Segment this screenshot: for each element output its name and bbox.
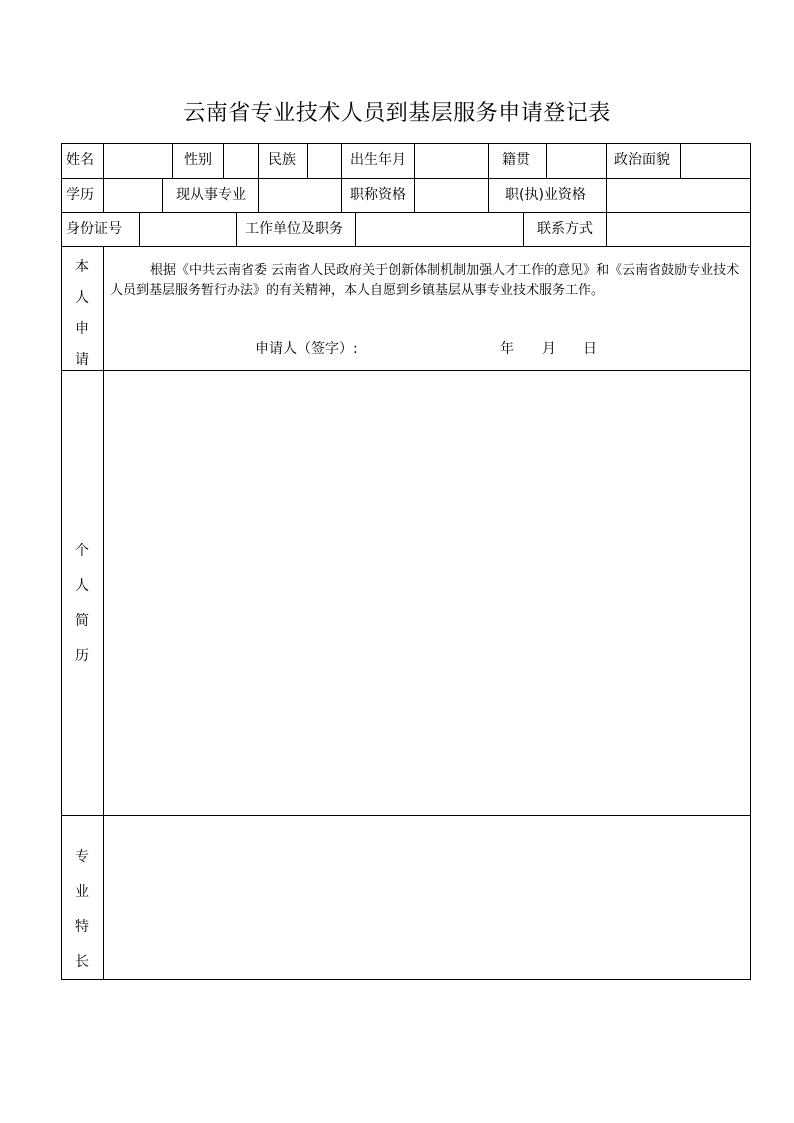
- application-section-label: [72, 256, 92, 380]
- vocational-qualification-field[interactable]: [607, 179, 750, 211]
- birth-date-field[interactable]: [415, 144, 487, 177]
- label-char: 人: [75, 578, 89, 594]
- political-status-label: 政治面貌: [614, 152, 670, 168]
- applicant-signature-field[interactable]: [365, 336, 485, 356]
- specialty-section-label: [72, 846, 92, 986]
- date-month-label: 月: [542, 341, 556, 357]
- label-char: 业: [75, 884, 89, 900]
- specialty-field[interactable]: [104, 816, 750, 979]
- employer-position-field[interactable]: [356, 213, 522, 245]
- col-divider: [162, 178, 163, 212]
- name-field[interactable]: [104, 144, 171, 177]
- label-char: 申: [75, 321, 89, 337]
- label-char: 专: [75, 849, 89, 865]
- col-divider: [341, 143, 342, 178]
- col-divider: [523, 212, 524, 246]
- form-title: 云南省专业技术人员到基层服务申请登记表: [183, 101, 611, 126]
- id-number-label: 身份证号: [66, 221, 122, 237]
- resume-field[interactable]: [104, 371, 750, 814]
- col-divider: [488, 143, 489, 178]
- col-divider: [172, 143, 173, 178]
- col-divider: [488, 178, 489, 212]
- col-divider: [341, 178, 342, 212]
- contact-field[interactable]: [607, 213, 750, 245]
- label-char: 简: [75, 613, 89, 629]
- native-place-field[interactable]: [547, 144, 605, 177]
- resume-section-label: [72, 540, 92, 680]
- education-label: 学历: [66, 187, 94, 203]
- political-status-field[interactable]: [681, 144, 750, 177]
- gender-field[interactable]: [224, 144, 257, 177]
- professional-title-label: 职称资格: [350, 187, 406, 203]
- native-place-label: 籍贯: [502, 152, 530, 168]
- professional-title-field[interactable]: [415, 179, 487, 211]
- current-major-field[interactable]: [259, 179, 340, 211]
- date-year-label: 年: [500, 341, 514, 357]
- applicant-signature-label: 申请人（签字）:: [255, 341, 358, 357]
- col-divider: [236, 212, 237, 246]
- employer-position-label: 工作单位及职务: [245, 221, 343, 237]
- col-divider: [258, 143, 259, 178]
- label-char: 请: [75, 352, 89, 368]
- vocational-qualification-label: 职(执)业资格: [505, 187, 586, 203]
- date-day-label: 日: [583, 341, 597, 357]
- contact-label: 联系方式: [537, 221, 593, 237]
- label-char: 长: [75, 954, 89, 970]
- label-char: 本: [75, 259, 89, 275]
- label-char: 历: [75, 648, 89, 664]
- id-number-field[interactable]: [140, 213, 235, 245]
- label-char: 个: [75, 543, 89, 559]
- current-major-label: 现从事专业: [176, 187, 246, 203]
- education-field[interactable]: [104, 179, 161, 211]
- ethnicity-field[interactable]: [308, 144, 340, 177]
- ethnicity-label: 民族: [268, 152, 296, 168]
- gender-label: 性别: [184, 152, 212, 168]
- col-divider: [606, 143, 607, 178]
- birth-date-label: 出生年月: [350, 152, 406, 168]
- name-label: 姓名: [66, 152, 94, 168]
- label-char: 特: [75, 919, 89, 935]
- application-statement: 根据《中共云南省委 云南省人民政府关于创新体制机制加强人才工作的意见》和《云南省鼓励专业技术人员到基层服务暂行办法》的有关精神，本人自愿到乡镇基层从事专业技术服务工作。: [110, 263, 740, 298]
- row-divider: [61, 246, 751, 247]
- label-char: 人: [75, 290, 89, 306]
